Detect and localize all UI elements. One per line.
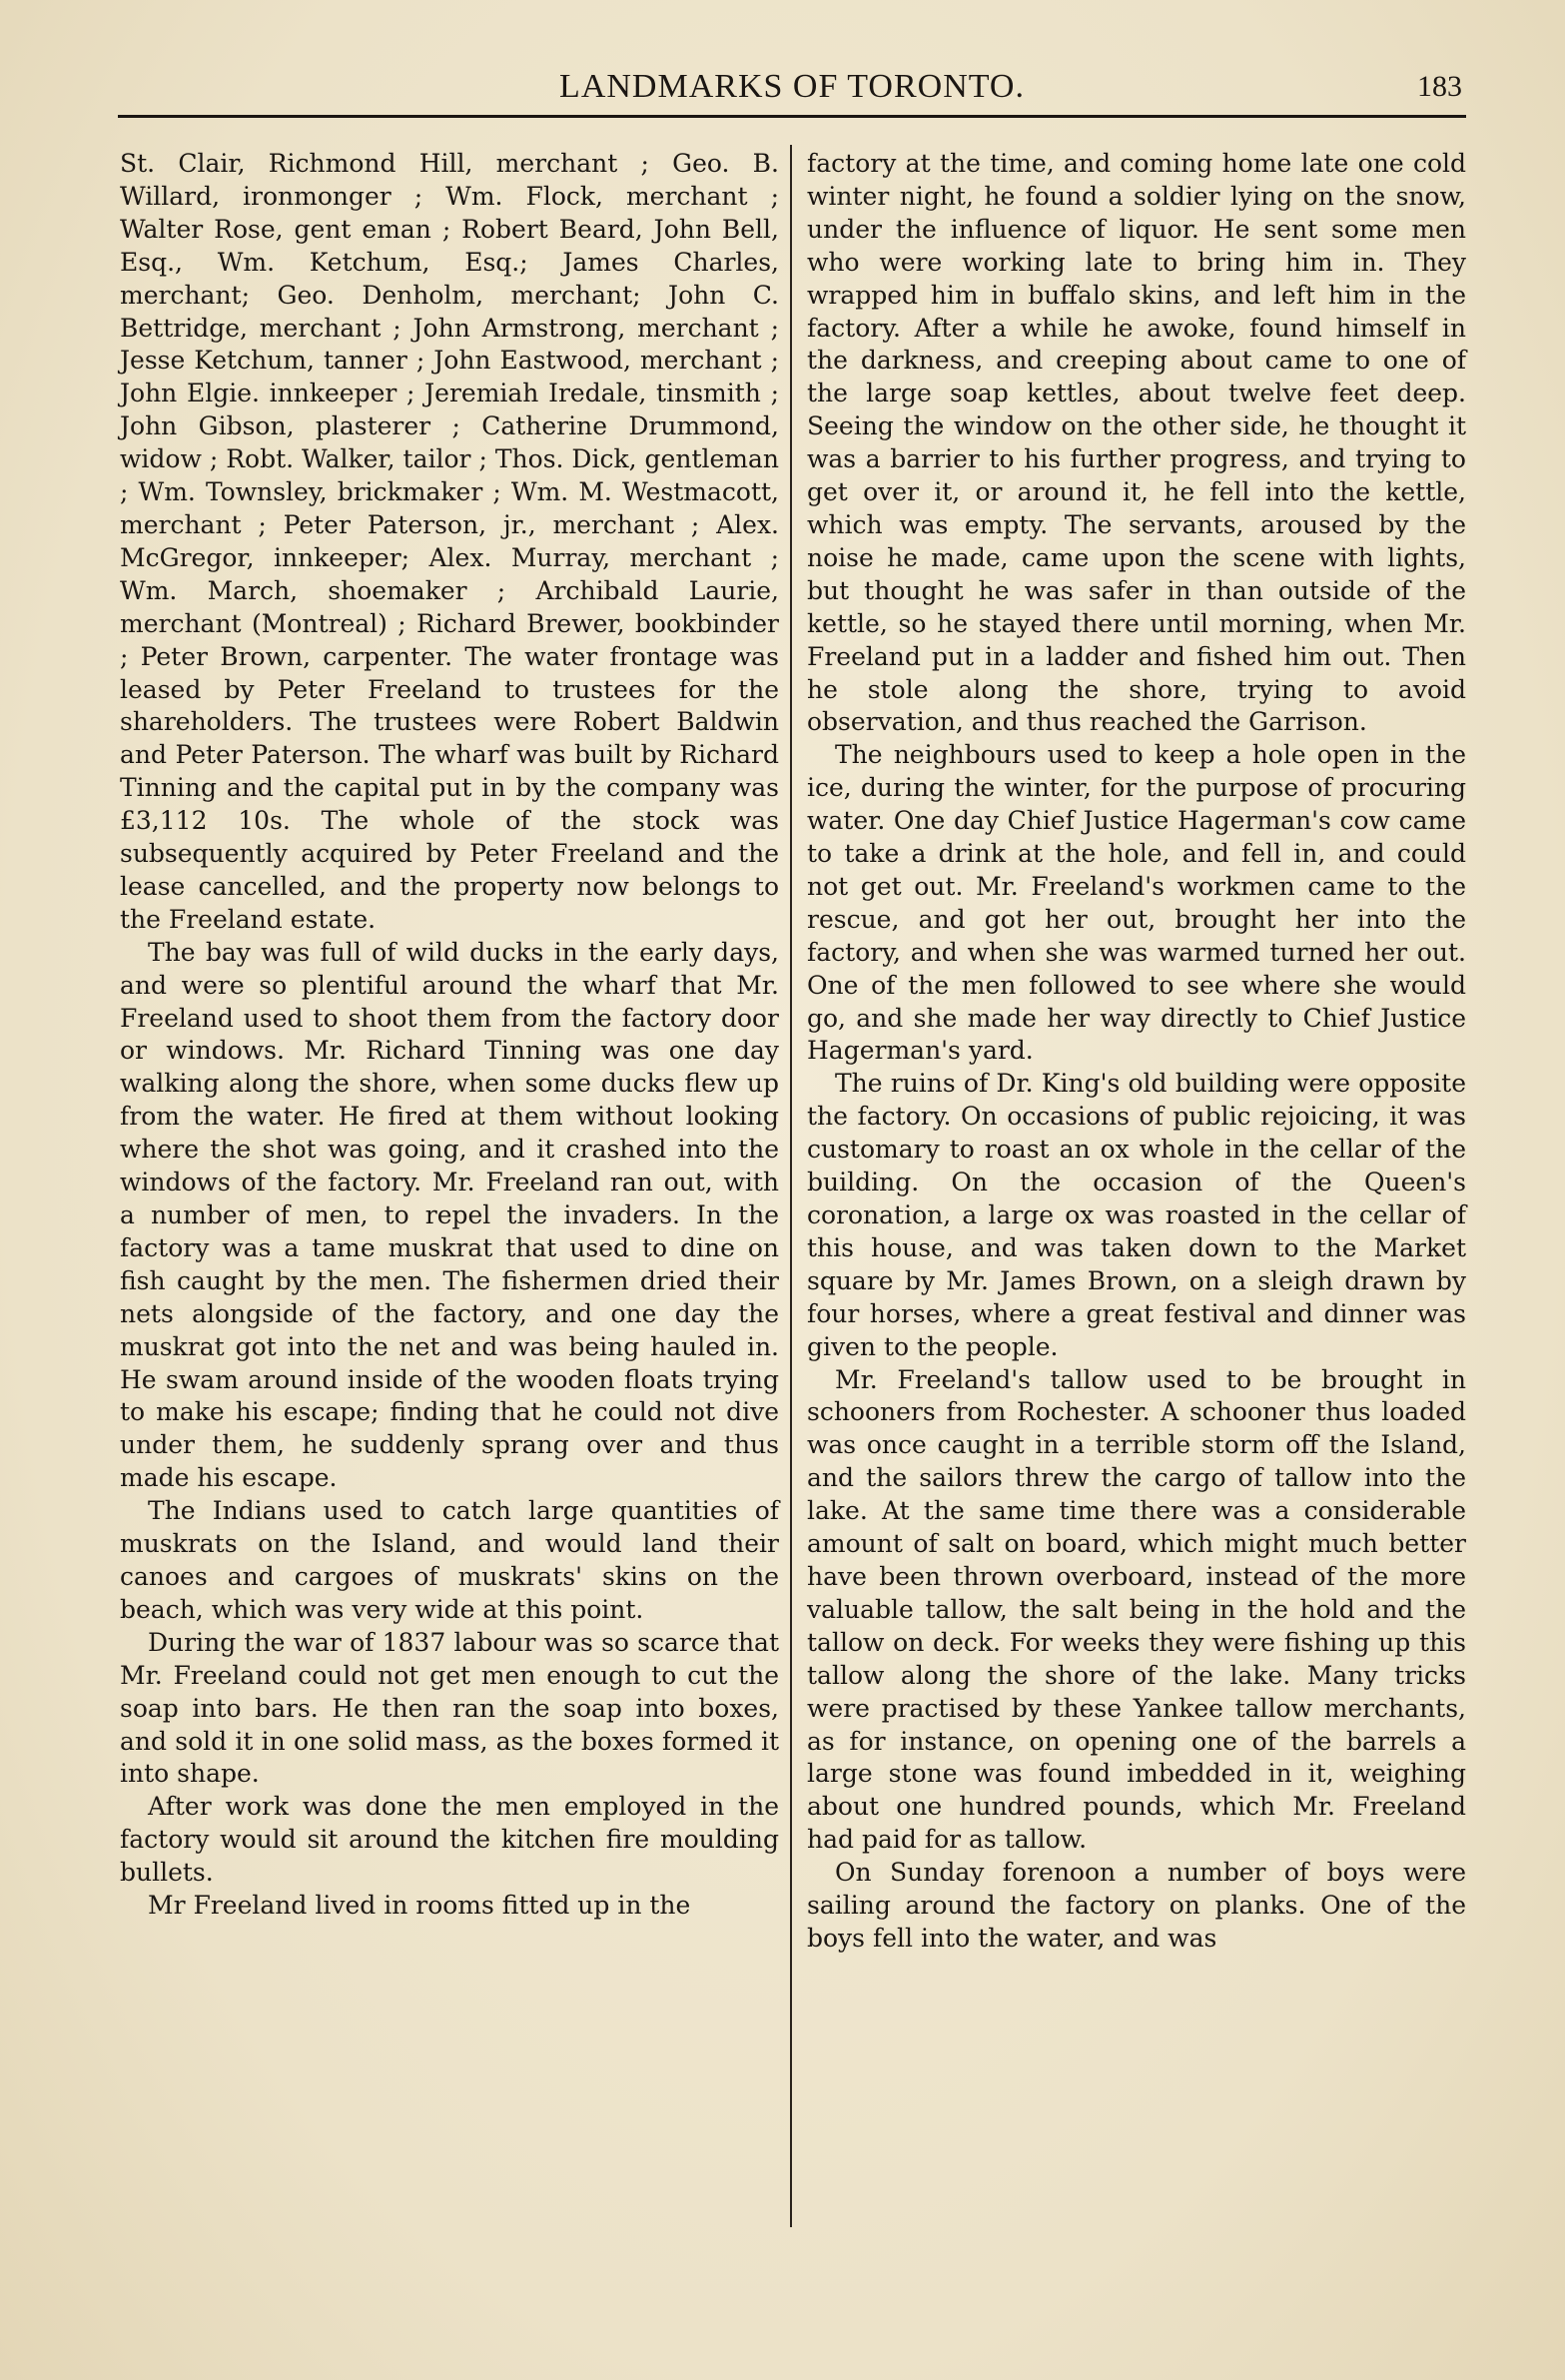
paragraph: On Sunday forenoon a number of boys were sailing around the factory on planks. One of the boys fell into the water, and was (807, 1858, 1466, 1953)
paragraph: Mr. Freeland's tallow used to be brought in schooners from Rochester. A schooner thus loaded was once caught in a terrible storm off the Island, and the sailors threw the cargo of tallow into the lake. At the same time there was a considerable amount of salt on board, which might much better have been thrown overboard, instead of the more valuable tallow, the salt being in the hold and the tallow on deck. For weeks they were fishing up this tallow along the shore of the lake. Many tricks were practised by these Yankee tallow merchants, as for instance, on opening one of the barrels a large stone was found imbedded in it, weighing about one hundred pounds, which Mr. Freeland had paid for as tallow. (807, 1364, 1466, 1855)
header-rule (118, 115, 1466, 118)
paragraph: The bay was full of wild ducks in the early days, and were so plentiful around the wharf that Mr. Freeland used to shoot them from the factory door or windows. Mr. Richard Tinning was one day walking along the shore, when some ducks flew up from the water. He fired at them without looking where the shot was going, and it crashed into the windows of the factory. Mr. Freeland ran out, with a number of men, to repel the invaders. In the factory was a tame muskrat that used to dine on fish caught by the men. The fishermen dried their nets alongside of the factory, and one day the muskrat got into the net and was being hauled in. He swam around inside of the wooden floats trying to make his escape; finding that he could not dive under them, he suddenly sprang over and thus made his escape. (120, 937, 779, 1493)
paragraph: Mr Freeland lived in rooms fitted up in the (148, 1891, 691, 1921)
left-column (120, 148, 779, 1923)
paragraph: The ruins of Dr. King's old building were opposite the factory. On occasions of public rejoicing, it was customary to roast an ox whole in the cellar of the building. On the occasion of the Queen's coronation, a large ox was roasted in the cellar of this house, and was taken down to the Market square by Mr. James Brown, on a sleigh drawn by four horses, where a great festival and dinner was given to the people. (807, 1069, 1466, 1361)
page-number: 183 (1417, 70, 1462, 103)
paragraph: After work was done the men employed in the factory would sit around the kitchen fire moulding bullets. (120, 1792, 779, 1888)
paragraph: During the war of 1837 labour was so scarce that Mr. Freeland could not get men enough to cut the soap into bars. He then ran the soap into boxes, and sold it in one solid mass, as the boxes formed it into shape. (120, 1627, 779, 1789)
running-title: LANDMARKS OF TORONTO. (559, 68, 1025, 105)
paragraph: The neighbours used to keep a hole open in the ice, during the winter, for the purpose of procuring water. One day Chief Justice Hagerman's cow came to take a drink at the hole, and fell in, and could not get out. Mr. Freeland's workmen came to the rescue, and got her out, brought her into the factory, and when she was warmed turned her out. One of the men followed to see where she would go, and she made her way directly to Chief Justice Hagerman's yard. (807, 740, 1466, 1066)
paragraph: factory at the time, and coming home late one cold winter night, he found a soldier lying on the snow, under the influence of liquor. He sent some men who were working late to bring him in. They wrapped him in buffalo skins, and left him in the factory. After a while he awoke, found himself in the darkness, and creeping about came to one of the large soap kettles, about twelve feet deep. Seeing the window on the other side, he thought it was a barrier to his further progress, and trying to get over it, or around it, he fell into the kettle, which was empty. The servants, aroused by the noise he made, came upon the scene with lights, but thought he was safer in than outside of the kettle, so he stayed there until morning, when Mr. Freeland put in a ladder and fished him out. Then he stole along the shore, trying to avoid observation, and thus reached the Garrison. (807, 149, 1466, 737)
paragraph: St. Clair, Richmond Hill, merchant ; Geo. B. Willard, ironmonger ; Wm. Flock, merchant ; Walter Rose, gent eman ; Robert Beard, John Bell, Esq., Wm. Ketchum, Esq.; James Charles, merchant; Geo. Denholm, merchant; John C. Bettridge, merchant ; John Armstrong, merchant ; Jesse Ketchum, tanner ; John Eastwood, merchant ; John Elgie. innkeeper ; Jeremiah Iredale, tinsmith ; John Gibson, plasterer ; Catherine Drummond, widow ; Robt. Walker, tailor ; Thos. Dick, gentleman ; Wm. Townsley, brickmaker ; Wm. M. Westmacott, merchant ; Peter Paterson, jr., merchant ; Alex. McGregor, innkeeper; Alex. Murray, merchant ; Wm. March, shoemaker ; Archibald Laurie, merchant (Montreal) ; Richard Brewer, bookbinder ; Peter Brown, carpenter. The water frontage was leased by Peter Freeland to trustees for the shareholders. The trustees were Robert Baldwin and Peter Paterson. The wharf was built by Richard Tinning and the capital put in by the company was £3,112 10s. The whole of the stock was subsequently acquired by Peter Freeland and the lease cancelled, and the property now belongs to the Freeland estate. (120, 149, 779, 934)
page-header (118, 68, 1466, 118)
paragraph: The Indians used to catch large quantities of muskrats on the Island, and would land their canoes and cargoes of muskrats' skins on the beach, which was very wide at this point. (120, 1496, 779, 1624)
column-divider (790, 145, 792, 2227)
right-column (807, 148, 1466, 1956)
